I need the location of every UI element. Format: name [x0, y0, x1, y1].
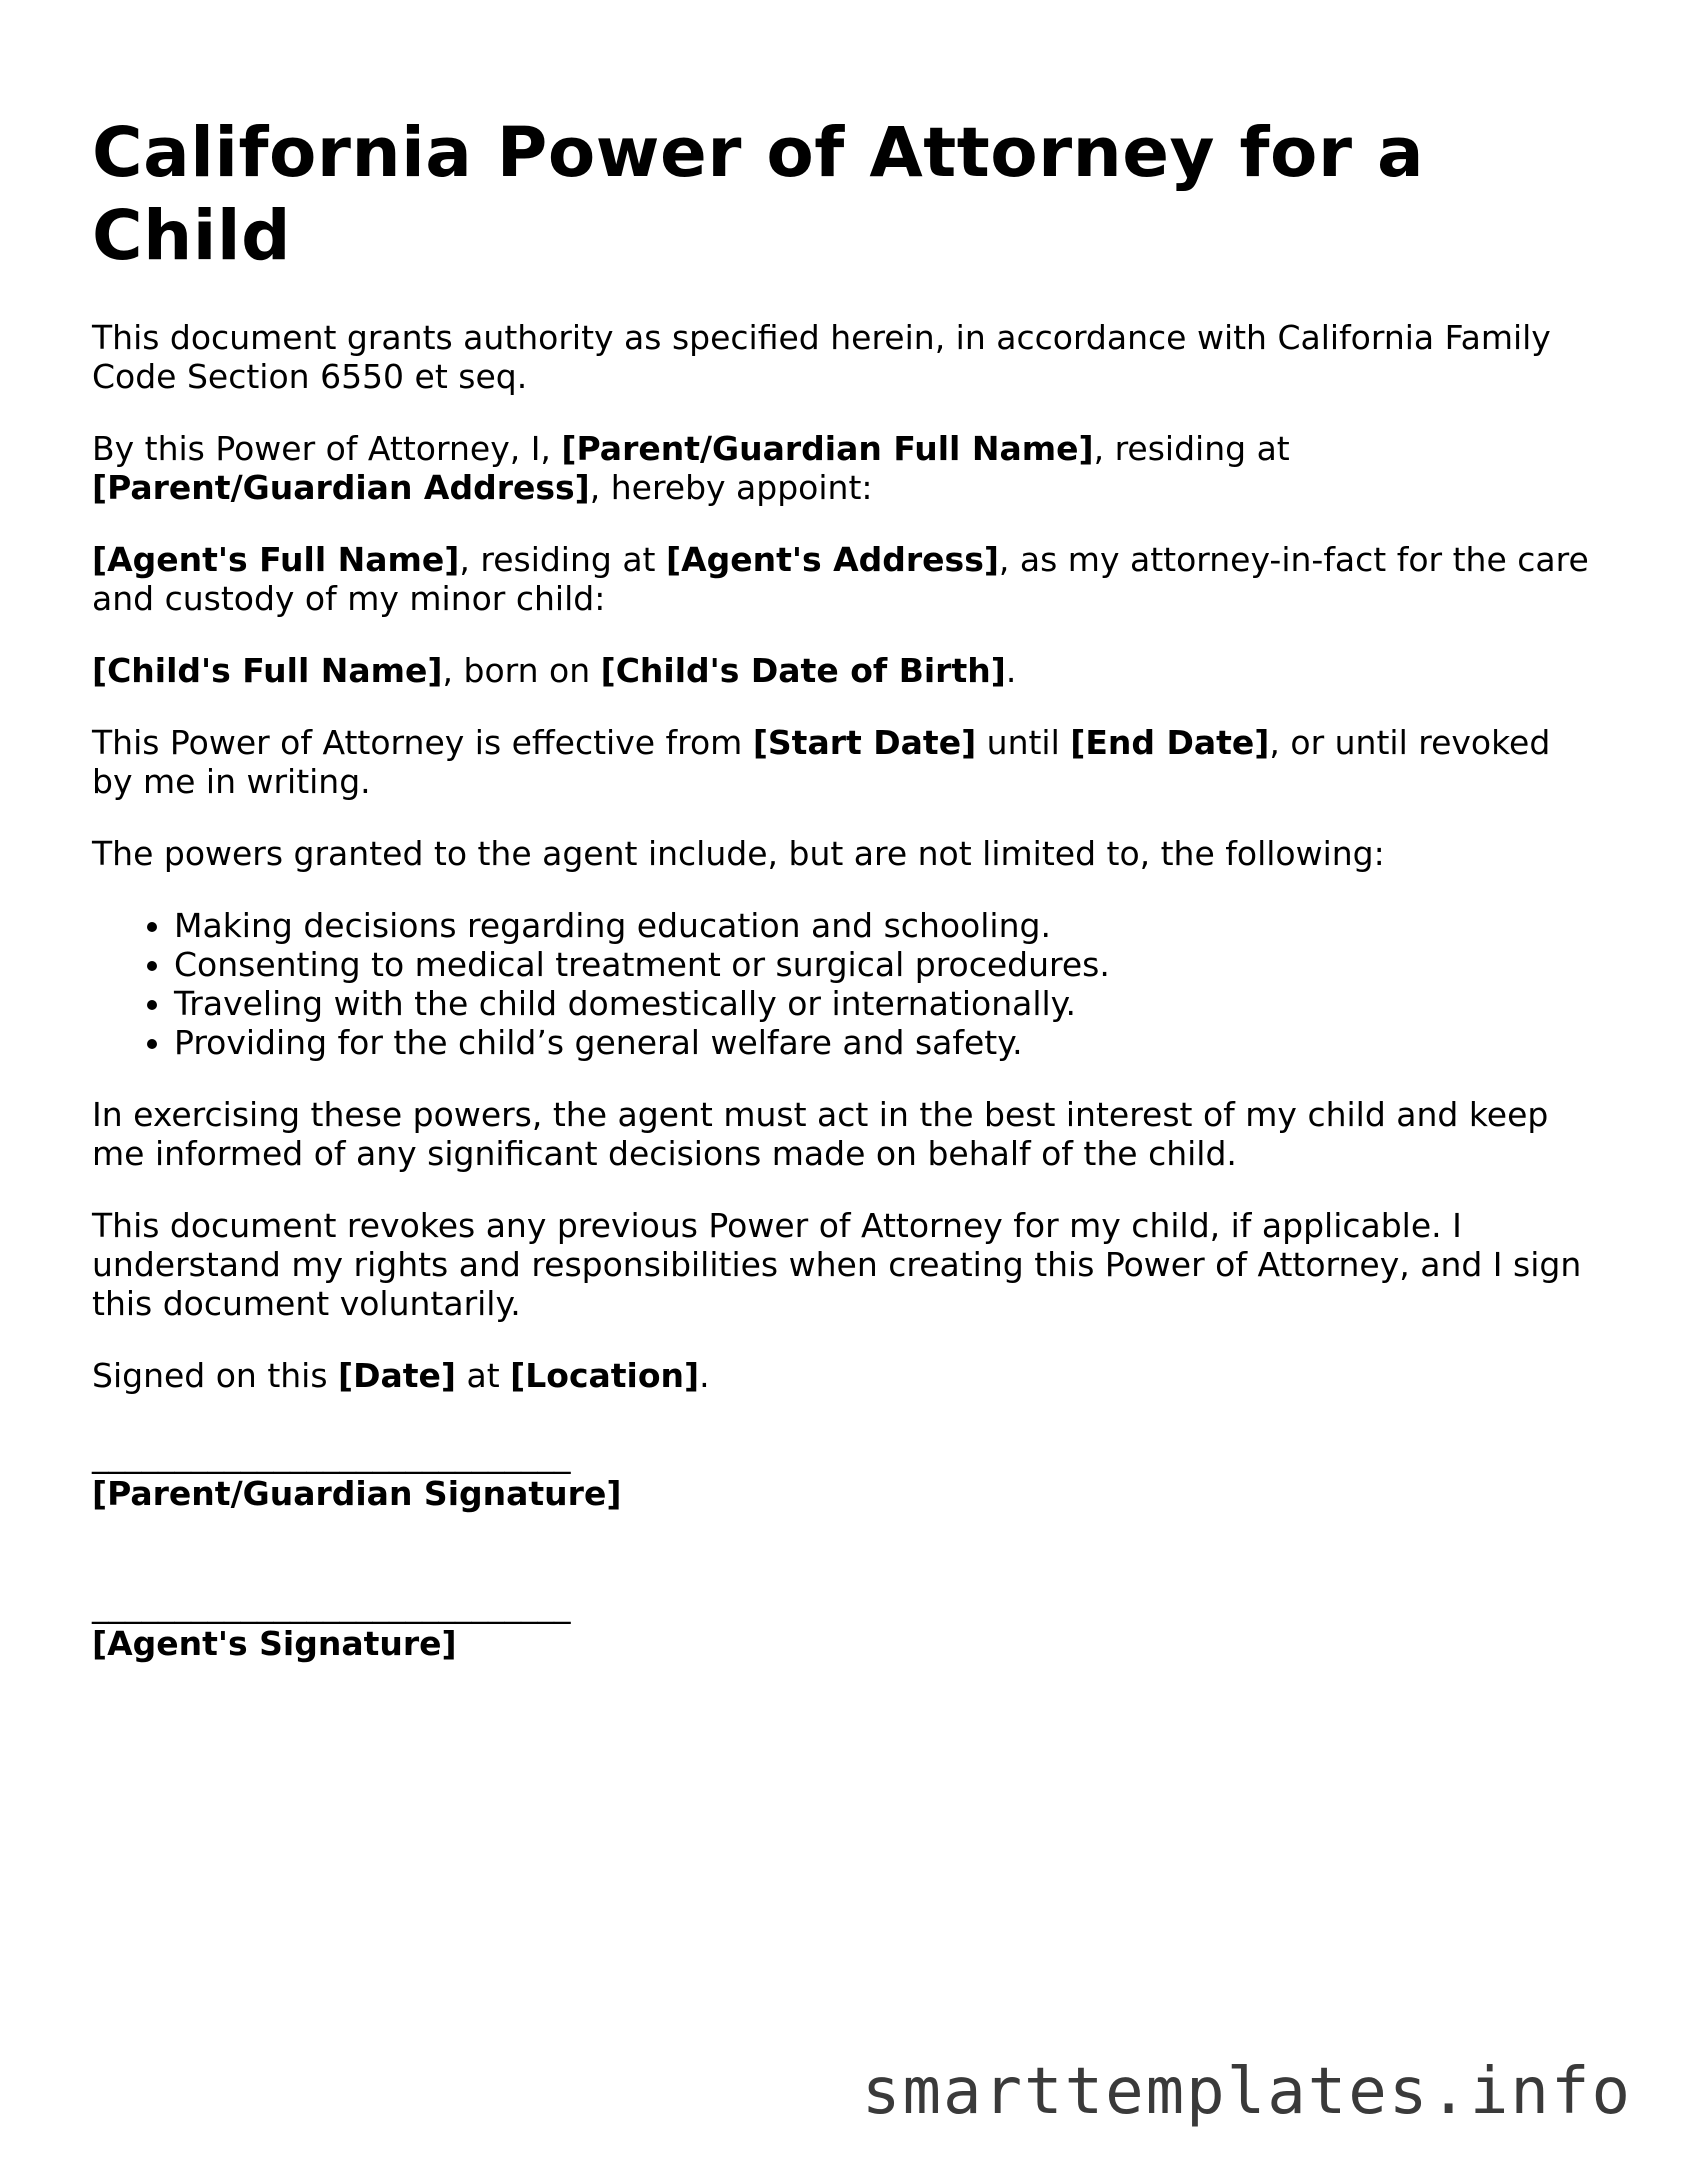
term-mid: until	[976, 722, 1071, 762]
watermark: smarttemplates.info	[861, 2055, 1632, 2129]
term-pre: This Power of Attorney is effective from	[92, 722, 753, 762]
term-post: , or until revoked by me in writing.	[92, 722, 1551, 801]
parent-signature-label: [Parent/Guardian Signature]	[92, 1473, 622, 1513]
end-date-placeholder: [End Date]	[1070, 722, 1270, 762]
list-item: • Providing for the child’s general welfare and safety.	[174, 1023, 1592, 1062]
powers-intro: The powers granted to the agent include, but are not limited to, the following:	[92, 833, 1385, 873]
child-name-placeholder: [Child's Full Name]	[92, 650, 443, 690]
agent-post: , as my attorney-in-fact for the care and custody of my minor child:	[92, 539, 1589, 618]
location-placeholder: [Location]	[510, 1355, 700, 1395]
child-post: .	[1005, 650, 1017, 690]
appointment-mid: , residing at	[1093, 428, 1290, 468]
parent-address-placeholder: [Parent/Guardian Address]	[92, 467, 590, 507]
list-item: • Making decisions regarding education and schooling.	[174, 906, 1592, 945]
appointment-post: , hereby appoint:	[589, 467, 873, 507]
agent-signature-line: _____________________________	[92, 1584, 571, 1624]
duty-paragraph: In exercising these powers, the agent must act in the best interest of my child and keep me informed of any significant decisions made on behalf of the child.	[92, 1094, 1549, 1173]
signed-pre: Signed on this	[92, 1355, 339, 1395]
appointment-pre: By this Power of Attorney, I,	[92, 428, 562, 468]
document-title: California Power of Attorney for a Child	[92, 113, 1425, 276]
parent-signature-line: _____________________________	[92, 1434, 571, 1474]
agent-name-placeholder: [Agent's Full Name]	[92, 539, 460, 579]
appointment-paragraph	[92, 429, 1592, 507]
list-item: • Traveling with the child domestically or internationally.	[174, 984, 1592, 1023]
date-placeholder: [Date]	[338, 1355, 457, 1395]
term-paragraph	[92, 723, 1592, 801]
signed-paragraph	[92, 1356, 1592, 1395]
signed-mid: at	[456, 1355, 511, 1395]
signed-post: .	[699, 1355, 710, 1395]
child-dob-placeholder: [Child's Date of Birth]	[600, 650, 1006, 690]
child-mid: , born on	[442, 650, 601, 690]
agent-address-placeholder: [Agent's Address]	[665, 539, 999, 579]
start-date-placeholder: [Start Date]	[752, 722, 977, 762]
intro-paragraph: This document grants authority as specified herein, in accordance with California Family Code Section 6550 et seq.	[92, 317, 1551, 396]
revocation-paragraph: This document revokes any previous Power of Attorney for my child, if applicable. I understand my rights and responsibilities when creating this Power of Attorney, and I sign this document voluntarily.	[92, 1205, 1582, 1323]
child-paragraph	[92, 651, 1592, 690]
agent-signature-label: [Agent's Signature]	[92, 1623, 457, 1663]
parent-name-placeholder: [Parent/Guardian Full Name]	[561, 428, 1094, 468]
powers-list	[92, 906, 1592, 1062]
document-page	[92, 112, 1592, 1735]
signature-block	[92, 1435, 1592, 1663]
agent-paragraph	[92, 540, 1592, 618]
list-item: • Consenting to medical treatment or surgical procedures.	[174, 945, 1592, 984]
agent-mid: , residing at	[459, 539, 666, 579]
